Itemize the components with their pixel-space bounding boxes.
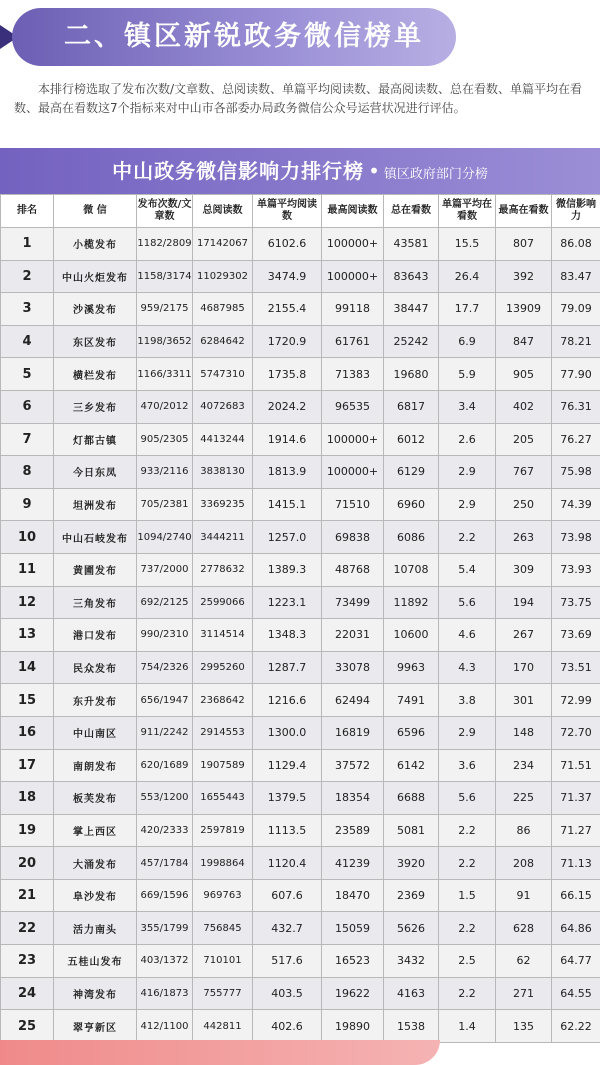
- cell-total-likes: 6596: [384, 716, 439, 749]
- cell-influence-score: 76.31: [552, 390, 600, 423]
- col-header-posts-articles: 发布次数/文章数: [137, 195, 193, 228]
- intro-paragraph: 本排行榜选取了发布次数/文章数、总阅读数、单篇平均阅读数、最高阅读数、总在看数、单篇平均在看数、最高在看数这7个指标来对中山市各部委办局政务微信公众号运营状况进行评估。: [14, 82, 583, 115]
- cell-avg-likes: 2.2: [439, 814, 496, 847]
- section-title: 二、镇区新锐政务微信榜单: [64, 21, 424, 52]
- cell-max-reads: 100000+: [322, 228, 384, 261]
- cell-max-likes: 267: [496, 619, 552, 652]
- cell-total-likes: 5626: [384, 912, 439, 945]
- cell-max-likes: 301: [496, 684, 552, 717]
- cell-posts-articles: 412/1100: [137, 1010, 193, 1043]
- cell-avg-likes: 4.3: [439, 651, 496, 684]
- cell-influence-score: 78.21: [552, 325, 600, 358]
- cell-account-name: 三角发布: [54, 586, 137, 619]
- cell-max-reads: 19890: [322, 1010, 384, 1043]
- cell-total-reads: 17142067: [193, 228, 253, 261]
- table-row: [1, 586, 600, 619]
- table-row: [1, 977, 600, 1010]
- cell-max-likes: 309: [496, 553, 552, 586]
- cell-avg-likes: 2.9: [439, 456, 496, 489]
- cell-total-reads: 11029302: [193, 260, 253, 293]
- cell-max-reads: 16819: [322, 716, 384, 749]
- cell-total-likes: 25242: [384, 325, 439, 358]
- cell-total-reads: 756845: [193, 912, 253, 945]
- cell-max-reads: 96535: [322, 390, 384, 423]
- cell-total-likes: 1538: [384, 1010, 439, 1043]
- cell-avg-reads: 1379.5: [253, 782, 322, 815]
- cell-total-likes: 6688: [384, 782, 439, 815]
- cell-max-likes: 13909: [496, 293, 552, 326]
- cell-avg-likes: 15.5: [439, 228, 496, 261]
- cell-account-name: 小榄发布: [54, 228, 137, 261]
- cell-rank: 18: [1, 782, 54, 815]
- cell-total-reads: 2914553: [193, 716, 253, 749]
- cell-posts-articles: 470/2012: [137, 390, 193, 423]
- cell-account-name: 三乡发布: [54, 390, 137, 423]
- ranking-table-container: [0, 148, 600, 1043]
- cell-rank: 12: [1, 586, 54, 619]
- col-header-avg-likes: 单篇平均在看数: [439, 195, 496, 228]
- cell-avg-reads: 1813.9: [253, 456, 322, 489]
- cell-rank: 6: [1, 390, 54, 423]
- cell-max-likes: 205: [496, 423, 552, 456]
- table-row: [1, 619, 600, 652]
- cell-avg-reads: 607.6: [253, 879, 322, 912]
- cell-max-likes: 148: [496, 716, 552, 749]
- cell-account-name: 今日东凤: [54, 456, 137, 489]
- cell-total-likes: 6960: [384, 488, 439, 521]
- table-title: 中山政务微信影响力排行榜: [112, 159, 365, 183]
- cell-avg-likes: 4.6: [439, 619, 496, 652]
- cell-rank: 10: [1, 521, 54, 554]
- cell-max-reads: 37572: [322, 749, 384, 782]
- cell-rank: 9: [1, 488, 54, 521]
- table-row: [1, 945, 600, 978]
- cell-avg-reads: 1720.9: [253, 325, 322, 358]
- table-row: [1, 651, 600, 684]
- cell-account-name: 沙溪发布: [54, 293, 137, 326]
- cell-total-reads: 2599066: [193, 586, 253, 619]
- cell-total-reads: 2368642: [193, 684, 253, 717]
- cell-max-reads: 99118: [322, 293, 384, 326]
- cell-total-reads: 969763: [193, 879, 253, 912]
- cell-influence-score: 71.27: [552, 814, 600, 847]
- cell-avg-likes: 2.2: [439, 912, 496, 945]
- col-header-influence: 微信影响力: [552, 195, 600, 228]
- cell-posts-articles: 457/1784: [137, 847, 193, 880]
- cell-total-reads: 2597819: [193, 814, 253, 847]
- cell-total-likes: 19680: [384, 358, 439, 391]
- cell-influence-score: 73.93: [552, 553, 600, 586]
- cell-total-reads: 2995260: [193, 651, 253, 684]
- cell-rank: 19: [1, 814, 54, 847]
- table-row: [1, 684, 600, 717]
- cell-max-likes: 234: [496, 749, 552, 782]
- cell-account-name: 东升发布: [54, 684, 137, 717]
- cell-account-name: 翠亨新区: [54, 1010, 137, 1043]
- table-row: [1, 847, 600, 880]
- cell-influence-score: 66.15: [552, 879, 600, 912]
- cell-total-reads: 3369235: [193, 488, 253, 521]
- cell-max-reads: 100000+: [322, 260, 384, 293]
- table-row: [1, 293, 600, 326]
- cell-avg-likes: 2.6: [439, 423, 496, 456]
- cell-avg-reads: 3474.9: [253, 260, 322, 293]
- cell-avg-likes: 2.2: [439, 847, 496, 880]
- cell-avg-reads: 402.6: [253, 1010, 322, 1043]
- cell-account-name: 中山石岐发布: [54, 521, 137, 554]
- cell-rank: 25: [1, 1010, 54, 1043]
- cell-avg-likes: 5.6: [439, 586, 496, 619]
- table-row: [1, 260, 600, 293]
- cell-avg-likes: 2.9: [439, 488, 496, 521]
- cell-avg-reads: 432.7: [253, 912, 322, 945]
- table-row: [1, 325, 600, 358]
- cell-avg-likes: 2.2: [439, 521, 496, 554]
- cell-avg-reads: 517.6: [253, 945, 322, 978]
- cell-influence-score: 73.51: [552, 651, 600, 684]
- cell-account-name: 活力南头: [54, 912, 137, 945]
- cell-posts-articles: 420/2333: [137, 814, 193, 847]
- cell-influence-score: 77.90: [552, 358, 600, 391]
- cell-avg-reads: 6102.6: [253, 228, 322, 261]
- cell-max-reads: 23589: [322, 814, 384, 847]
- cell-posts-articles: 911/2242: [137, 716, 193, 749]
- cell-max-likes: 271: [496, 977, 552, 1010]
- cell-account-name: 东区发布: [54, 325, 137, 358]
- cell-total-likes: 83643: [384, 260, 439, 293]
- cell-total-likes: 10708: [384, 553, 439, 586]
- cell-posts-articles: 416/1873: [137, 977, 193, 1010]
- cell-avg-reads: 1348.3: [253, 619, 322, 652]
- table-header-row: [1, 195, 600, 228]
- cell-rank: 24: [1, 977, 54, 1010]
- cell-influence-score: 72.99: [552, 684, 600, 717]
- cell-posts-articles: 1158/3174: [137, 260, 193, 293]
- cell-avg-likes: 1.4: [439, 1010, 496, 1043]
- cell-rank: 23: [1, 945, 54, 978]
- cell-total-likes: 6129: [384, 456, 439, 489]
- table-body: [1, 228, 600, 1043]
- cell-posts-articles: 933/2116: [137, 456, 193, 489]
- cell-avg-reads: 1389.3: [253, 553, 322, 586]
- cell-rank: 1: [1, 228, 54, 261]
- cell-account-name: 中山火炬发布: [54, 260, 137, 293]
- cell-rank: 15: [1, 684, 54, 717]
- cell-avg-likes: 3.8: [439, 684, 496, 717]
- table-row: [1, 553, 600, 586]
- cell-posts-articles: 669/1596: [137, 879, 193, 912]
- col-header-rank: 排名: [1, 195, 54, 228]
- cell-avg-likes: 3.6: [439, 749, 496, 782]
- cell-max-likes: 225: [496, 782, 552, 815]
- cell-account-name: 掌上西区: [54, 814, 137, 847]
- cell-avg-likes: 2.5: [439, 945, 496, 978]
- cell-max-likes: 767: [496, 456, 552, 489]
- table-row: [1, 456, 600, 489]
- cell-posts-articles: 990/2310: [137, 619, 193, 652]
- cell-total-likes: 2369: [384, 879, 439, 912]
- cell-max-reads: 71383: [322, 358, 384, 391]
- cell-influence-score: 64.55: [552, 977, 600, 1010]
- cell-max-reads: 100000+: [322, 423, 384, 456]
- cell-max-likes: 392: [496, 260, 552, 293]
- table-row: [1, 716, 600, 749]
- cell-total-likes: 43581: [384, 228, 439, 261]
- cell-rank: 14: [1, 651, 54, 684]
- table-row: [1, 912, 600, 945]
- cell-total-reads: 442811: [193, 1010, 253, 1043]
- cell-posts-articles: 553/1200: [137, 782, 193, 815]
- cell-rank: 5: [1, 358, 54, 391]
- cell-account-name: 黄圃发布: [54, 553, 137, 586]
- table-row: [1, 814, 600, 847]
- cell-avg-reads: 1914.6: [253, 423, 322, 456]
- cell-avg-likes: 5.9: [439, 358, 496, 391]
- cell-account-name: 五桂山发布: [54, 945, 137, 978]
- cell-total-likes: 38447: [384, 293, 439, 326]
- ranking-table: [0, 194, 600, 1043]
- cell-posts-articles: 403/1372: [137, 945, 193, 978]
- cell-posts-articles: 692/2125: [137, 586, 193, 619]
- cell-influence-score: 64.86: [552, 912, 600, 945]
- col-header-total-reads: 总阅读数: [193, 195, 253, 228]
- cell-total-reads: 2778632: [193, 553, 253, 586]
- cell-total-reads: 3114514: [193, 619, 253, 652]
- cell-max-likes: 905: [496, 358, 552, 391]
- cell-total-reads: 3838130: [193, 456, 253, 489]
- table-row: [1, 488, 600, 521]
- cell-avg-likes: 26.4: [439, 260, 496, 293]
- cell-max-likes: 250: [496, 488, 552, 521]
- cell-total-reads: 6284642: [193, 325, 253, 358]
- cell-total-likes: 4163: [384, 977, 439, 1010]
- cell-max-likes: 194: [496, 586, 552, 619]
- table-row: [1, 423, 600, 456]
- cell-total-reads: 4687985: [193, 293, 253, 326]
- cell-influence-score: 73.75: [552, 586, 600, 619]
- cell-max-reads: 33078: [322, 651, 384, 684]
- cell-influence-score: 71.37: [552, 782, 600, 815]
- cell-avg-likes: 17.7: [439, 293, 496, 326]
- table-row: [1, 358, 600, 391]
- cell-avg-likes: 5.6: [439, 782, 496, 815]
- cell-rank: 8: [1, 456, 54, 489]
- cell-posts-articles: 905/2305: [137, 423, 193, 456]
- table-row: [1, 782, 600, 815]
- cell-posts-articles: 656/1947: [137, 684, 193, 717]
- cell-influence-score: 79.09: [552, 293, 600, 326]
- cell-avg-reads: 1287.7: [253, 651, 322, 684]
- cell-avg-reads: 1223.1: [253, 586, 322, 619]
- footer-decoration: [0, 1040, 440, 1065]
- cell-account-name: 南朗发布: [54, 749, 137, 782]
- section-banner: [0, 8, 458, 66]
- cell-rank: 2: [1, 260, 54, 293]
- cell-account-name: 港口发布: [54, 619, 137, 652]
- cell-max-reads: 41239: [322, 847, 384, 880]
- cell-influence-score: 86.08: [552, 228, 600, 261]
- cell-avg-reads: 1129.4: [253, 749, 322, 782]
- cell-rank: 16: [1, 716, 54, 749]
- cell-max-likes: 402: [496, 390, 552, 423]
- table-subtitle: 镇区政府部门分榜: [383, 167, 488, 182]
- table-row: [1, 228, 600, 261]
- cell-avg-likes: 2.2: [439, 977, 496, 1010]
- cell-avg-reads: 1113.5: [253, 814, 322, 847]
- cell-avg-reads: 1216.6: [253, 684, 322, 717]
- cell-posts-articles: 959/2175: [137, 293, 193, 326]
- cell-max-reads: 61761: [322, 325, 384, 358]
- cell-avg-likes: 6.9: [439, 325, 496, 358]
- table-row: [1, 879, 600, 912]
- cell-max-reads: 69838: [322, 521, 384, 554]
- cell-account-name: 神湾发布: [54, 977, 137, 1010]
- cell-account-name: 横栏发布: [54, 358, 137, 391]
- cell-total-likes: 11892: [384, 586, 439, 619]
- cell-max-likes: 807: [496, 228, 552, 261]
- cell-influence-score: 76.27: [552, 423, 600, 456]
- cell-posts-articles: 1094/2740: [137, 521, 193, 554]
- title-separator: •: [368, 159, 380, 183]
- cell-total-likes: 9963: [384, 651, 439, 684]
- cell-rank: 7: [1, 423, 54, 456]
- cell-posts-articles: 1198/3652: [137, 325, 193, 358]
- cell-influence-score: 83.47: [552, 260, 600, 293]
- cell-max-likes: 91: [496, 879, 552, 912]
- cell-influence-score: 73.69: [552, 619, 600, 652]
- cell-avg-reads: 403.5: [253, 977, 322, 1010]
- cell-account-name: 阜沙发布: [54, 879, 137, 912]
- cell-total-reads: 4413244: [193, 423, 253, 456]
- cell-total-likes: 6817: [384, 390, 439, 423]
- col-header-total-likes: 总在看数: [384, 195, 439, 228]
- cell-max-likes: 208: [496, 847, 552, 880]
- cell-total-reads: 1655443: [193, 782, 253, 815]
- table-row: [1, 390, 600, 423]
- cell-max-likes: 62: [496, 945, 552, 978]
- cell-posts-articles: 620/1689: [137, 749, 193, 782]
- cell-total-reads: 5747310: [193, 358, 253, 391]
- cell-total-reads: 710101: [193, 945, 253, 978]
- cell-max-reads: 19622: [322, 977, 384, 1010]
- cell-max-reads: 48768: [322, 553, 384, 586]
- cell-posts-articles: 355/1799: [137, 912, 193, 945]
- cell-posts-articles: 737/2000: [137, 553, 193, 586]
- cell-total-likes: 5081: [384, 814, 439, 847]
- cell-max-likes: 86: [496, 814, 552, 847]
- cell-max-likes: 135: [496, 1010, 552, 1043]
- cell-total-reads: 3444211: [193, 521, 253, 554]
- cell-total-likes: 6142: [384, 749, 439, 782]
- cell-total-likes: 10600: [384, 619, 439, 652]
- cell-avg-likes: 2.9: [439, 716, 496, 749]
- cell-rank: 13: [1, 619, 54, 652]
- col-header-avg-reads: 单篇平均阅读数: [253, 195, 322, 228]
- cell-posts-articles: 1182/2809: [137, 228, 193, 261]
- cell-max-reads: 18354: [322, 782, 384, 815]
- cell-influence-score: 71.13: [552, 847, 600, 880]
- cell-avg-reads: 1300.0: [253, 716, 322, 749]
- col-header-max-likes: 最高在看数: [496, 195, 552, 228]
- table-row: [1, 749, 600, 782]
- cell-total-reads: 1907589: [193, 749, 253, 782]
- cell-total-likes: 3920: [384, 847, 439, 880]
- cell-rank: 21: [1, 879, 54, 912]
- cell-max-reads: 73499: [322, 586, 384, 619]
- cell-max-reads: 18470: [322, 879, 384, 912]
- cell-total-likes: 6012: [384, 423, 439, 456]
- table-title-bar: [0, 148, 600, 194]
- cell-rank: 20: [1, 847, 54, 880]
- cell-max-reads: 22031: [322, 619, 384, 652]
- col-header-account: 微 信: [54, 195, 137, 228]
- cell-max-reads: 16523: [322, 945, 384, 978]
- cell-avg-reads: 1415.1: [253, 488, 322, 521]
- cell-max-likes: 170: [496, 651, 552, 684]
- cell-avg-reads: 1257.0: [253, 521, 322, 554]
- cell-max-reads: 71510: [322, 488, 384, 521]
- table-row: [1, 1010, 600, 1043]
- cell-influence-score: 71.51: [552, 749, 600, 782]
- cell-rank: 4: [1, 325, 54, 358]
- cell-total-reads: 755777: [193, 977, 253, 1010]
- cell-max-likes: 263: [496, 521, 552, 554]
- cell-posts-articles: 1166/3311: [137, 358, 193, 391]
- cell-influence-score: 62.22: [552, 1010, 600, 1043]
- cell-account-name: 大涌发布: [54, 847, 137, 880]
- cell-avg-reads: 2024.2: [253, 390, 322, 423]
- cell-posts-articles: 754/2326: [137, 651, 193, 684]
- cell-avg-reads: 1735.8: [253, 358, 322, 391]
- cell-max-reads: 62494: [322, 684, 384, 717]
- cell-account-name: 坦洲发布: [54, 488, 137, 521]
- cell-max-likes: 628: [496, 912, 552, 945]
- cell-rank: 11: [1, 553, 54, 586]
- cell-influence-score: 72.70: [552, 716, 600, 749]
- cell-total-reads: 4072683: [193, 390, 253, 423]
- cell-rank: 22: [1, 912, 54, 945]
- cell-account-name: 民众发布: [54, 651, 137, 684]
- cell-total-likes: 3432: [384, 945, 439, 978]
- cell-influence-score: 64.77: [552, 945, 600, 978]
- cell-account-name: 灯都古镇: [54, 423, 137, 456]
- cell-account-name: 中山南区: [54, 716, 137, 749]
- cell-rank: 3: [1, 293, 54, 326]
- cell-influence-score: 73.98: [552, 521, 600, 554]
- cell-avg-reads: 2155.4: [253, 293, 322, 326]
- cell-avg-likes: 3.4: [439, 390, 496, 423]
- cell-posts-articles: 705/2381: [137, 488, 193, 521]
- cell-max-likes: 847: [496, 325, 552, 358]
- cell-avg-likes: 1.5: [439, 879, 496, 912]
- cell-avg-reads: 1120.4: [253, 847, 322, 880]
- cell-influence-score: 74.39: [552, 488, 600, 521]
- cell-total-reads: 1998864: [193, 847, 253, 880]
- cell-max-reads: 15059: [322, 912, 384, 945]
- cell-influence-score: 75.98: [552, 456, 600, 489]
- cell-total-likes: 7491: [384, 684, 439, 717]
- cell-rank: 17: [1, 749, 54, 782]
- col-header-max-reads: 最高阅读数: [322, 195, 384, 228]
- cell-max-reads: 100000+: [322, 456, 384, 489]
- cell-avg-likes: 5.4: [439, 553, 496, 586]
- cell-account-name: 板芙发布: [54, 782, 137, 815]
- cell-total-likes: 6086: [384, 521, 439, 554]
- table-row: [1, 521, 600, 554]
